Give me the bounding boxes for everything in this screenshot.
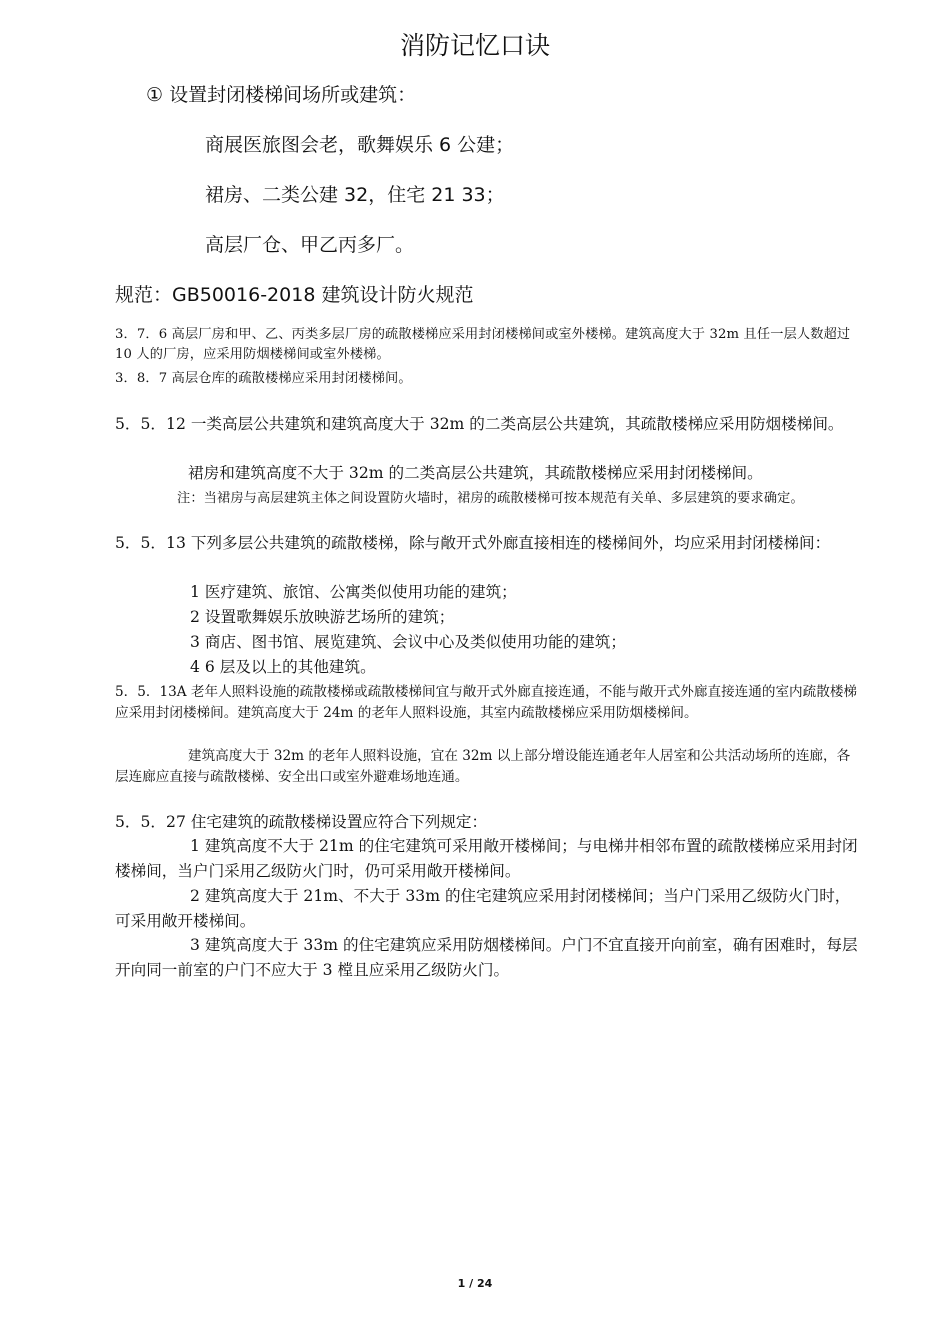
standard-reference: 规范：GB50016-2018 建筑设计防火规范 [115,284,474,306]
clause-5-5-13-item-4: 4 6 层及以上的其他建筑。 [190,658,376,676]
page-number: 1 / 24 [457,1277,493,1290]
clause-5-5-13A-paragraph: 建筑高度大于 32m 的老年人照料设施，宜在 32m 以上部分增设能连通老年人居室和公共活动场所的连廊，各层连廊应直接与疏散楼梯、安全出口或室外避难场地连通。 [115,748,851,785]
clause-5-5-13-item-3: 3 商店、图书馆、展览建筑、会议中心及类似使用功能的建筑； [190,633,626,651]
clause-5-5-13-item-2: 2 设置歌舞娱乐放映游艺场所的建筑； [190,608,455,626]
clause-3-8-7: 3．8．7 高层仓库的疏散楼梯应采用封闭楼梯间。 [115,371,412,386]
clause-5-5-27-item-2: 2 建筑高度大于 21m、不大于 33m 的住宅建筑应采用封闭楼梯间；当户门采用乙级防火门时，可采用敞开楼梯间。 [115,887,851,930]
clause-5-5-27: 5．5．27 住宅建筑的疏散楼梯设置应符合下列规定： [115,813,488,831]
clause-3-7-6: 3．7．6 高层厂房和甲、乙、丙类多层厂房的疏散楼梯应采用封闭楼梯间或室外楼梯。建筑高度大于 32m 且任一层人数超过 10 人的厂房，应采用防烟楼梯间或室外楼梯。 [115,327,851,362]
mnemonic-line-2: 裙房、二类公建 32，住宅 21 33； [205,184,505,206]
mnemonic-line-1: 商展医旅图会老，歌舞娱乐 6 公建； [205,134,515,156]
clause-5-5-12-paragraph: 裙房和建筑高度不大于 32m 的二类高层公共建筑，其疏散楼梯应采用封闭楼梯间。 [188,464,763,482]
clause-5-5-13: 5．5．13 下列多层公共建筑的疏散楼梯，除与敞开式外廊直接相连的楼梯间外，均应采用封闭楼梯间： [115,534,831,552]
page-title: 消防记忆口诀 [399,31,550,60]
clause-5-5-12: 5．5．12 一类高层公共建筑和建筑高度大于 32m 的二类高层公共建筑，其疏散楼梯应采用防烟楼梯间。 [115,415,844,433]
clause-5-5-13A: 5．5．13A 老年人照料设施的疏散楼梯或疏散楼梯间宜与敞开式外廊直接连通，不能与敞开式外廊直接连通的室内疏散楼梯应采用封闭楼梯间。建筑高度大于 24m 的老年人照料设施，其室内疏散楼梯应采用防烟楼梯间。 [115,684,858,721]
clause-5-5-27-item-1: 1 建筑高度不大于 21m 的住宅建筑可采用敞开楼梯间；与电梯井相邻布置的疏散楼梯应采用封闭楼梯间，当户门采用乙级防火门时，仍可采用敞开楼梯间。 [115,837,858,880]
clause-5-5-13-item-1: 1 医疗建筑、旅馆、公寓类似使用功能的建筑； [190,583,517,601]
section-heading: ① 设置封闭楼梯间场所或建筑： [146,84,417,106]
clause-5-5-27-item-3: 3 建筑高度大于 33m 的住宅建筑应采用防烟楼梯间。户门不宜直接开向前室，确有困难时，每层开向同一前室的户门不应大于 3 樘且应采用乙级防火门。 [115,936,858,979]
clause-5-5-12-note: 注：当裙房与高层建筑主体之间设置防火墙时，裙房的疏散楼梯可按本规范有关单、多层建筑的要求确定。 [177,491,804,506]
mnemonic-line-3: 高层厂仓、甲乙丙多厂。 [205,234,415,256]
